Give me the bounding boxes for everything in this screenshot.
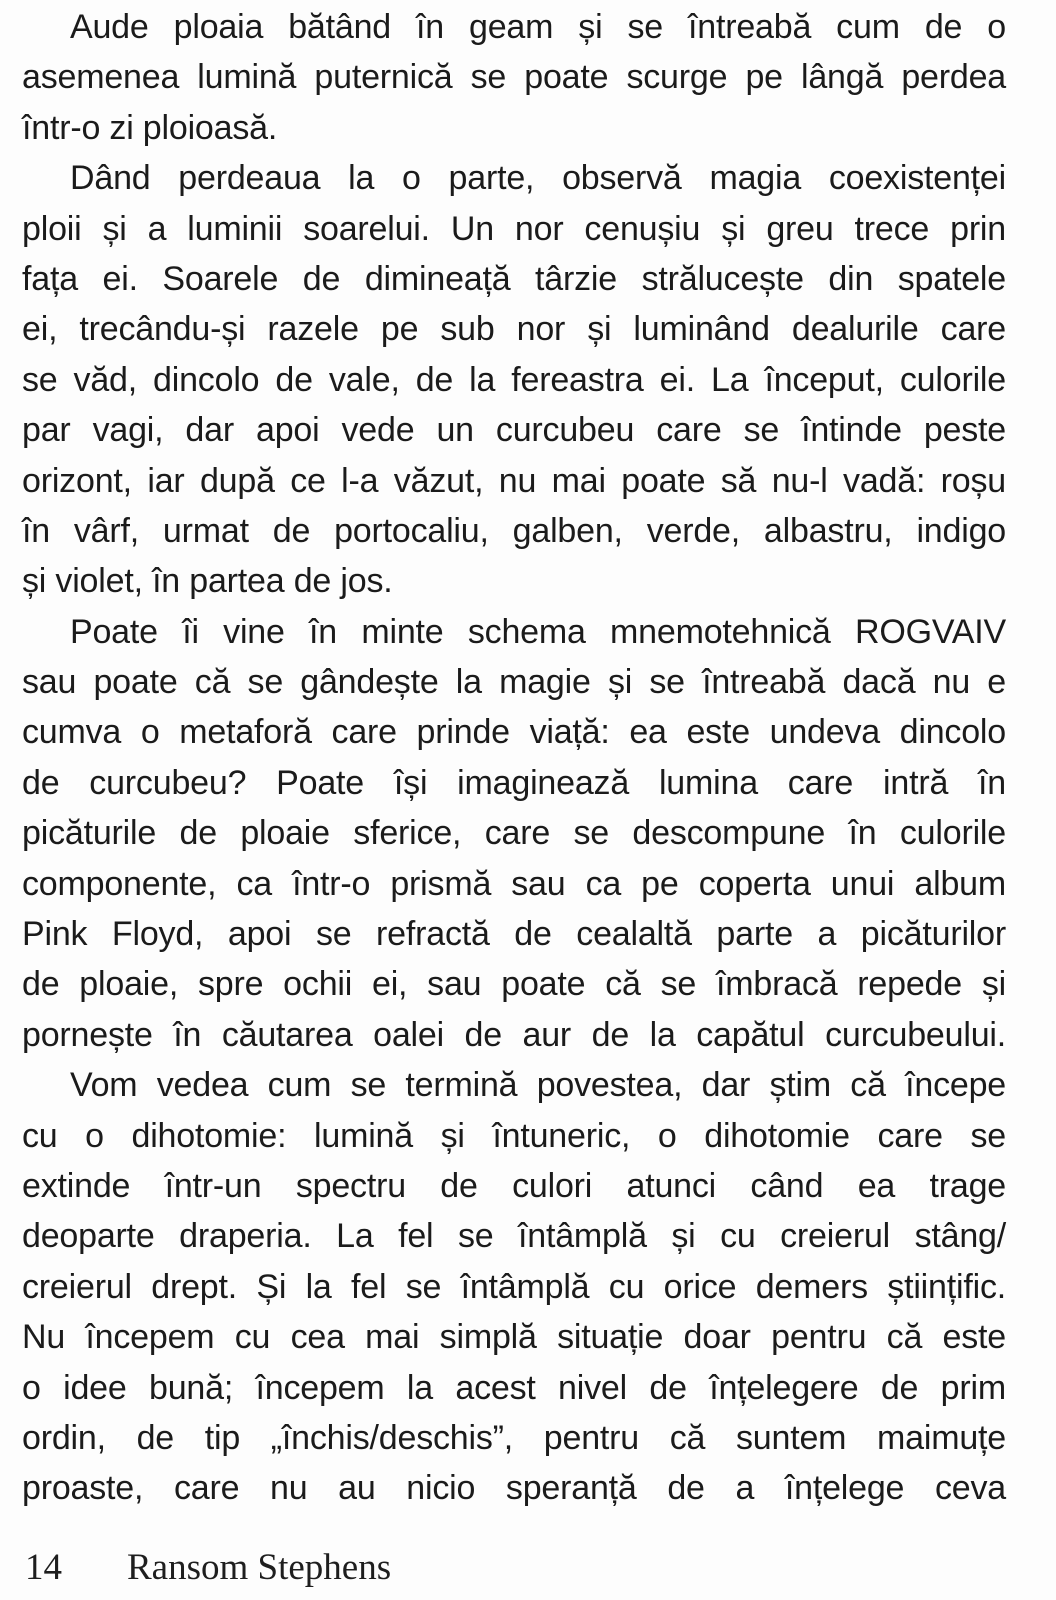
author-name: Ransom Stephens [127,1547,392,1588]
text-line: de ploaie, spre ochii ei, sau poate că se îmbracă repede și [22,965,1006,1004]
body-text [22,2,1006,1514]
text-line: componente, ca într-o prismă sau ca pe coperta unui album [22,864,1006,903]
text-line: se văd, dincolo de vale, de la fereastra ei. La început, culorile [22,360,1006,399]
text-line: picăturile de ploaie sferice, care se descompune în culorile [22,814,1006,853]
text-line: creierul drept. Și la fel se întâmplă cu orice demers științific. [22,1267,1006,1306]
text-line: cumva o metaforă care prinde viață: ea este undeva dincolo [22,713,1006,752]
text-line: fața ei. Soarele de dimineață târzie strălucește din spatele [22,259,1006,298]
text-line: și violet, în partea de jos. [22,562,393,601]
text-line: Aude ploaia bătând în geam și se întreabă cum de o [70,8,1006,46]
text-line: Pink Floyd, apoi se refractă de cealaltă parte a picăturilor [22,915,1006,954]
text-line: Vom vedea cum se termină povestea, dar știm că începe [70,1066,1006,1105]
text-line: ei, trecându-și razele pe sub nor și luminând dealurile care [22,310,1006,349]
text-line: proaste, care nu au nicio speranță de a înțelege ceva [22,1469,1006,1508]
text-line: par vagi, dar apoi vede un curcubeu care se întinde peste [22,411,1006,450]
text-line: într-o zi ploioasă. [22,108,278,147]
text-line: Nu începem cu cea mai simplă situație doar pentru că este [22,1318,1006,1357]
text-line: pornește în căutarea oalei de aur de la capătul curcubeului. [22,1015,1006,1054]
text-line: Dând perdeaua la o parte, observă magia coexistenței [70,159,1006,198]
text-line: sau poate că se gândește la magie și se întreabă dacă nu e [22,663,1006,702]
text-line: extinde într-un spectru de culori atunci când ea trage [22,1166,1006,1205]
text-line: asemenea lumină puternică se poate scurge pe lângă perdea [22,58,1006,97]
running-footer [25,1547,391,1589]
text-line: ploii și a luminii soarelui. Un nor cenușiu și greu trece prin [22,209,1006,248]
text-line: Poate îi vine în minte schema mnemotehnică ROGVAIV [70,612,1006,651]
text-line: orizont, iar după ce l-a văzut, nu mai poate să nu-l vadă: roșu [22,461,1006,500]
text-line: cu o dihotomie: lumină și întuneric, o dihotomie care se [22,1116,1006,1155]
page-number: 14 [25,1547,62,1588]
text-line: în vârf, urmat de portocaliu, galben, verde, albastru, indigo [22,511,1006,550]
text-line: ordin, de tip „închis/deschis”, pentru că suntem maimuțe [22,1418,1006,1457]
text-line: o idee bună; începem la acest nivel de înțelegere de prim [22,1368,1006,1407]
text-line: deoparte draperia. La fel se întâmplă și cu creierul stâng/ [22,1217,1006,1256]
text-line: de curcubeu? Poate își imaginează lumina care intră în [22,763,1006,802]
